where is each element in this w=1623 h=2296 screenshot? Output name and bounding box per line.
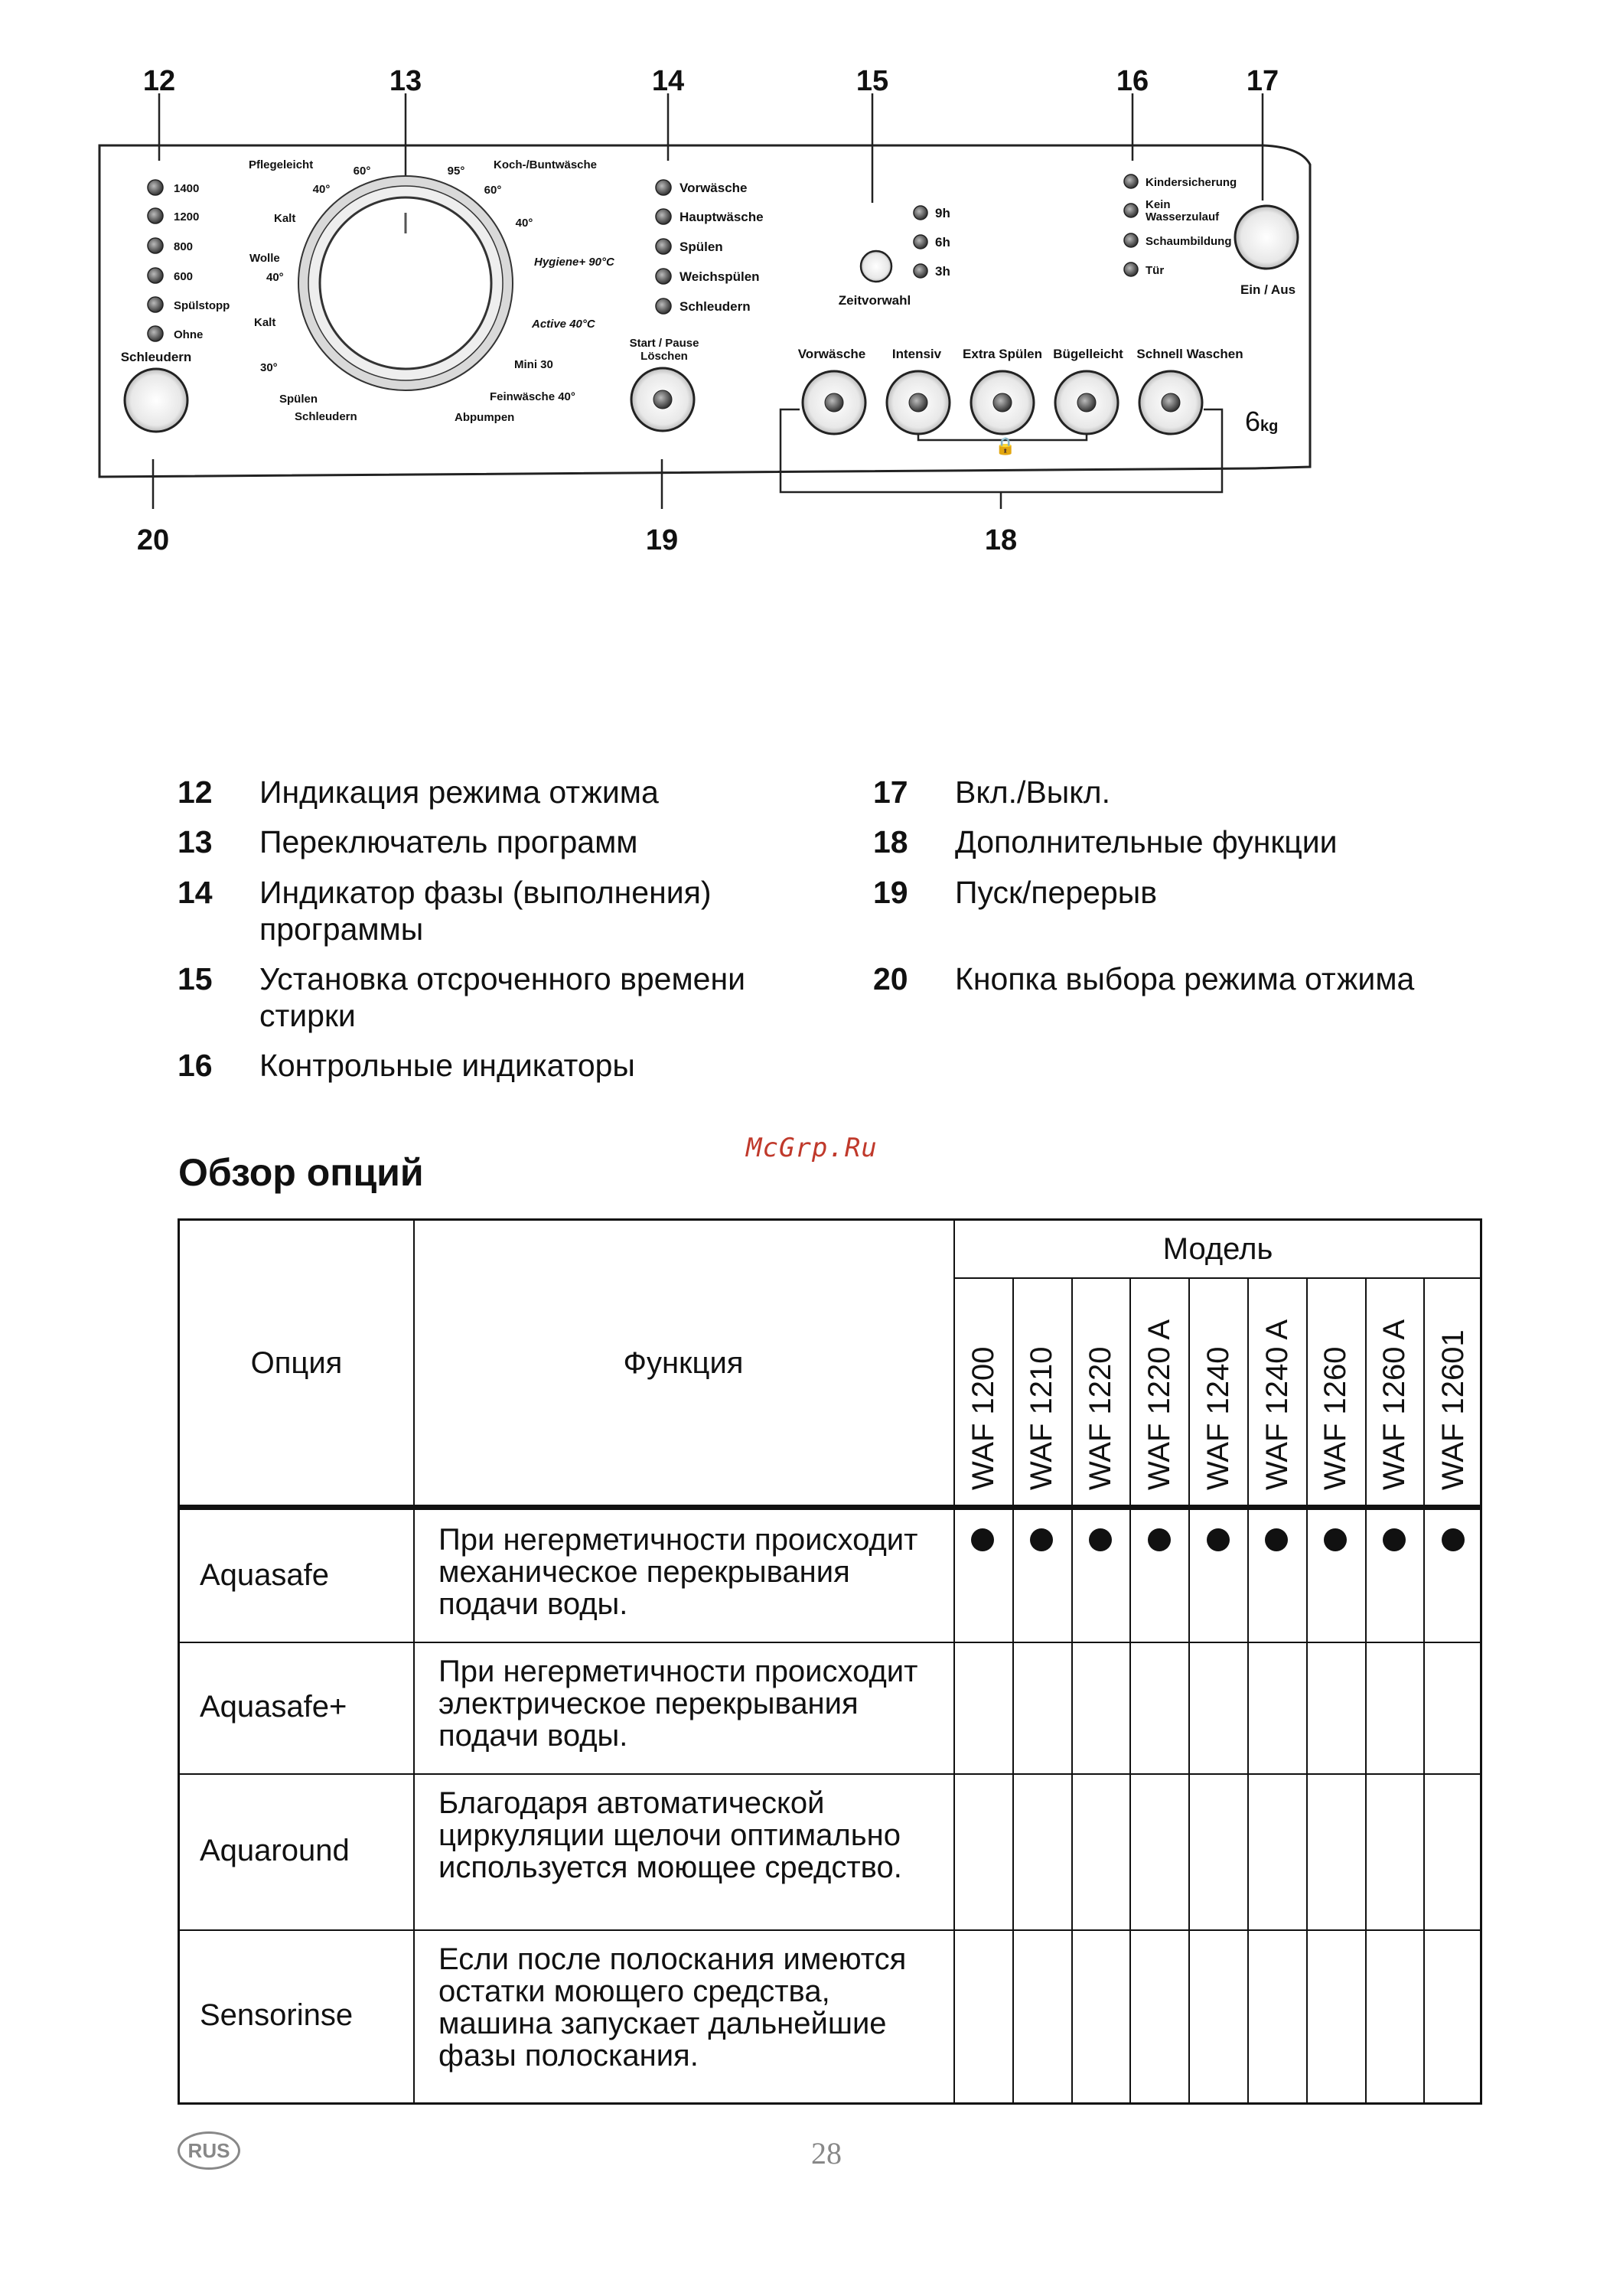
row-divider (180, 1773, 1480, 1775)
option-name: Sensorinse (200, 1998, 354, 2032)
model-name: WAF 1260 (1318, 1346, 1353, 1490)
legend-text: Переключатель программ (259, 824, 638, 859)
model-header-cell (1188, 1280, 1247, 1502)
delay-led (914, 235, 927, 249)
phase-label: Vorwäsche (680, 181, 748, 195)
phase-led (656, 298, 671, 314)
spin-option-label: 600 (174, 270, 194, 283)
status-label: Kindersicherung (1146, 176, 1237, 189)
watermark: McGrp.Ru (746, 1133, 878, 1163)
delay-button[interactable] (861, 251, 891, 282)
model-header-cell (1365, 1280, 1424, 1502)
spin-option-label: 800 (174, 240, 194, 253)
function-label: Vorwäsche (797, 347, 866, 361)
spin-led (148, 180, 163, 195)
legend-number: 18 (873, 824, 908, 859)
legend-number: 20 (873, 961, 908, 996)
row-divider (180, 1929, 1480, 1931)
program-dial[interactable] (298, 176, 513, 390)
callout-number: 12 (142, 65, 176, 97)
dial-program-label: Koch-/Buntwäsche (494, 158, 598, 171)
callout-number: 20 (136, 524, 170, 556)
options-title: Обзор опций (178, 1151, 424, 1194)
dial-program-label: Spülen (279, 393, 318, 406)
spin-option-label: 1400 (174, 182, 200, 195)
callout-number: 13 (389, 65, 422, 97)
legend-item (873, 874, 1531, 951)
start-pause-label: Start / Pause (629, 337, 699, 350)
dial-program-label: 40° (266, 271, 284, 284)
function-description: Благодаря автоматической циркуляции щелочи оптимально используется моющее средство. (438, 1786, 902, 1884)
dial-program-label: Abpumpen (455, 411, 515, 424)
language-badge: RUS (178, 2131, 240, 2170)
availability-dot (1207, 1528, 1230, 1551)
callout-number: 18 (984, 524, 1018, 556)
phase-label: Spülen (680, 240, 723, 254)
legend-text: Индикатор фазы (выполнения) программы (259, 875, 712, 947)
function-led (993, 393, 1012, 412)
availability-dot (1265, 1528, 1288, 1551)
model-header-cell (1423, 1280, 1482, 1502)
legend-item (178, 960, 836, 1037)
phase-label: Hauptwäsche (680, 210, 764, 224)
spin-led (148, 297, 163, 312)
delay-led (914, 264, 927, 278)
function-label: Extra Spülen (963, 347, 1042, 361)
spin-button-label: Schleudern (120, 350, 192, 364)
model-header: Модель (1162, 1232, 1273, 1266)
availability-dot (1442, 1528, 1465, 1551)
legend-text: Установка отсроченного времени стирки (259, 961, 746, 1033)
status-label: Tür (1146, 264, 1165, 277)
spin-led (148, 326, 163, 341)
row-divider (180, 1642, 1480, 1643)
availability-dot (971, 1528, 994, 1551)
power-label: Ein / Aus (1240, 282, 1296, 297)
spin-button[interactable] (125, 369, 187, 432)
spin-led (148, 238, 163, 253)
legend-number: 19 (873, 875, 908, 910)
function-label: Bügelleicht (1053, 347, 1123, 361)
legend-number: 14 (178, 875, 213, 910)
model-name: WAF 1260 A (1377, 1319, 1412, 1490)
phase-led (656, 209, 671, 224)
model-name: WAF 1220 A (1142, 1319, 1176, 1490)
model-header-cell (1071, 1280, 1130, 1502)
legend-item (178, 1047, 836, 1124)
delay-led (914, 206, 927, 220)
availability-dot (1030, 1528, 1053, 1551)
model-header-cell (1306, 1280, 1365, 1502)
status-label: Wasserzulauf (1146, 210, 1220, 223)
function-led (1077, 393, 1096, 412)
spin-option-label: 1200 (174, 210, 200, 223)
availability-dot (1383, 1528, 1406, 1551)
dial-program-label: 95° (447, 165, 465, 178)
loeschen-label: Löschen (640, 350, 688, 363)
dial-program-label: 40° (515, 217, 533, 230)
power-button[interactable] (1235, 206, 1298, 269)
model-name: WAF 12601 (1436, 1329, 1470, 1490)
dial-program-label: Kalt (254, 316, 276, 329)
delay-option-label: 3h (935, 264, 950, 279)
status-led (1124, 233, 1138, 247)
function-led (825, 393, 843, 412)
function-description: При негерметичности происходит механическое перекрывания подачи воды. (438, 1523, 918, 1621)
model-header-divider (953, 1277, 1482, 1279)
model-header-cell (1129, 1280, 1188, 1502)
callout-number: 14 (651, 65, 685, 97)
delay-option-label: 9h (935, 206, 950, 220)
legend-item (873, 960, 1531, 1037)
control-panel-diagram (0, 0, 1623, 612)
dial-program-label: 40° (312, 183, 331, 196)
model-name: WAF 1210 (1025, 1346, 1059, 1490)
spin-led (148, 208, 163, 223)
legend-text: Контрольные индикаторы (259, 1048, 635, 1083)
dial-program-label: Hygiene+ 90°C (534, 256, 614, 269)
function-header: Функция (623, 1346, 744, 1380)
model-name: WAF 1240 A (1260, 1319, 1294, 1490)
dial-program-label: Schleudern (295, 410, 357, 423)
callout-number: 15 (855, 65, 889, 97)
model-header-cell (1012, 1280, 1071, 1502)
option-name: Aquaround (200, 1834, 350, 1867)
dial-program-label: 30° (260, 361, 278, 374)
phase-led (656, 269, 671, 284)
dial-program-label: Kalt (274, 212, 296, 225)
delay-option-label: 6h (935, 235, 950, 249)
model-name: WAF 1240 (1201, 1346, 1235, 1490)
legend-number: 15 (178, 961, 213, 996)
model-header-cell (953, 1280, 1012, 1502)
phase-label: Weichspülen (680, 269, 760, 284)
status-led (1124, 263, 1138, 276)
callout-number: 16 (1116, 65, 1149, 97)
function-label: Intensiv (891, 347, 942, 361)
legend-text: Дополнительные функции (955, 824, 1338, 859)
svg-text:🔒: 🔒 (995, 436, 1016, 455)
callout-number: 19 (645, 524, 679, 556)
status-label: Kein (1146, 198, 1171, 211)
status-label: Schaumbildung (1146, 235, 1232, 248)
status-led (1124, 174, 1138, 188)
dial-program-label: Pflegeleicht (249, 158, 314, 171)
status-led (1124, 204, 1138, 217)
options-table (178, 1218, 1482, 2105)
function-label: Schnell Waschen (1136, 347, 1243, 361)
legend-item (178, 874, 836, 951)
phase-led (656, 239, 671, 254)
callout-number: 17 (1246, 65, 1279, 97)
availability-dot (1089, 1528, 1112, 1551)
dial-program-label: 60° (353, 165, 371, 178)
function-description: При негерметичности происходит электрическое перекрывания подачи воды. (438, 1655, 918, 1753)
option-header: Опция (250, 1346, 343, 1380)
function-description: Если после полоскания имеются остатки моющего средства, машина запускает дальнейшие фазы полоскания. (438, 1942, 907, 2073)
option-name: Aquasafe+ (200, 1690, 347, 1724)
phase-led (656, 180, 671, 195)
header-rule (180, 1505, 1480, 1510)
availability-dot (1148, 1528, 1171, 1551)
page-number: 28 (811, 2136, 842, 2170)
model-header-cell (1247, 1280, 1306, 1502)
legend-number: 12 (178, 775, 213, 810)
dial-program-label: Active 40°C (532, 318, 595, 331)
availability-dot (1324, 1528, 1347, 1551)
legend-number: 13 (178, 824, 213, 859)
dial-program-label: Wolle (249, 252, 280, 265)
dial-program-label: Feinwäsche 40° (490, 390, 575, 403)
legend-text: Пуск/перерыв (955, 875, 1157, 910)
delay-button-label: Zeitvorwahl (838, 293, 911, 308)
dial-program-label: 60° (484, 184, 502, 197)
spin-led (148, 268, 163, 283)
phase-label: Schleudern (680, 299, 751, 314)
function-led (1162, 393, 1180, 412)
legend-text: Кнопка выбора режима отжима (955, 961, 1415, 996)
option-name: Aquasafe (200, 1558, 330, 1592)
capacity-label: 6kg (1245, 406, 1279, 437)
legend-text: Индикация режима отжима (259, 775, 659, 810)
legend-number: 16 (178, 1048, 213, 1083)
spin-option-label: Spülstopp (174, 299, 230, 312)
function-led (909, 393, 927, 412)
legend-number: 17 (873, 775, 908, 810)
model-name: WAF 1220 (1084, 1346, 1118, 1490)
model-name: WAF 1200 (966, 1346, 1000, 1490)
dial-program-label: Mini 30 (514, 358, 553, 371)
spin-option-label: Ohne (174, 328, 204, 341)
legend-text: Вкл./Выкл. (955, 775, 1110, 810)
